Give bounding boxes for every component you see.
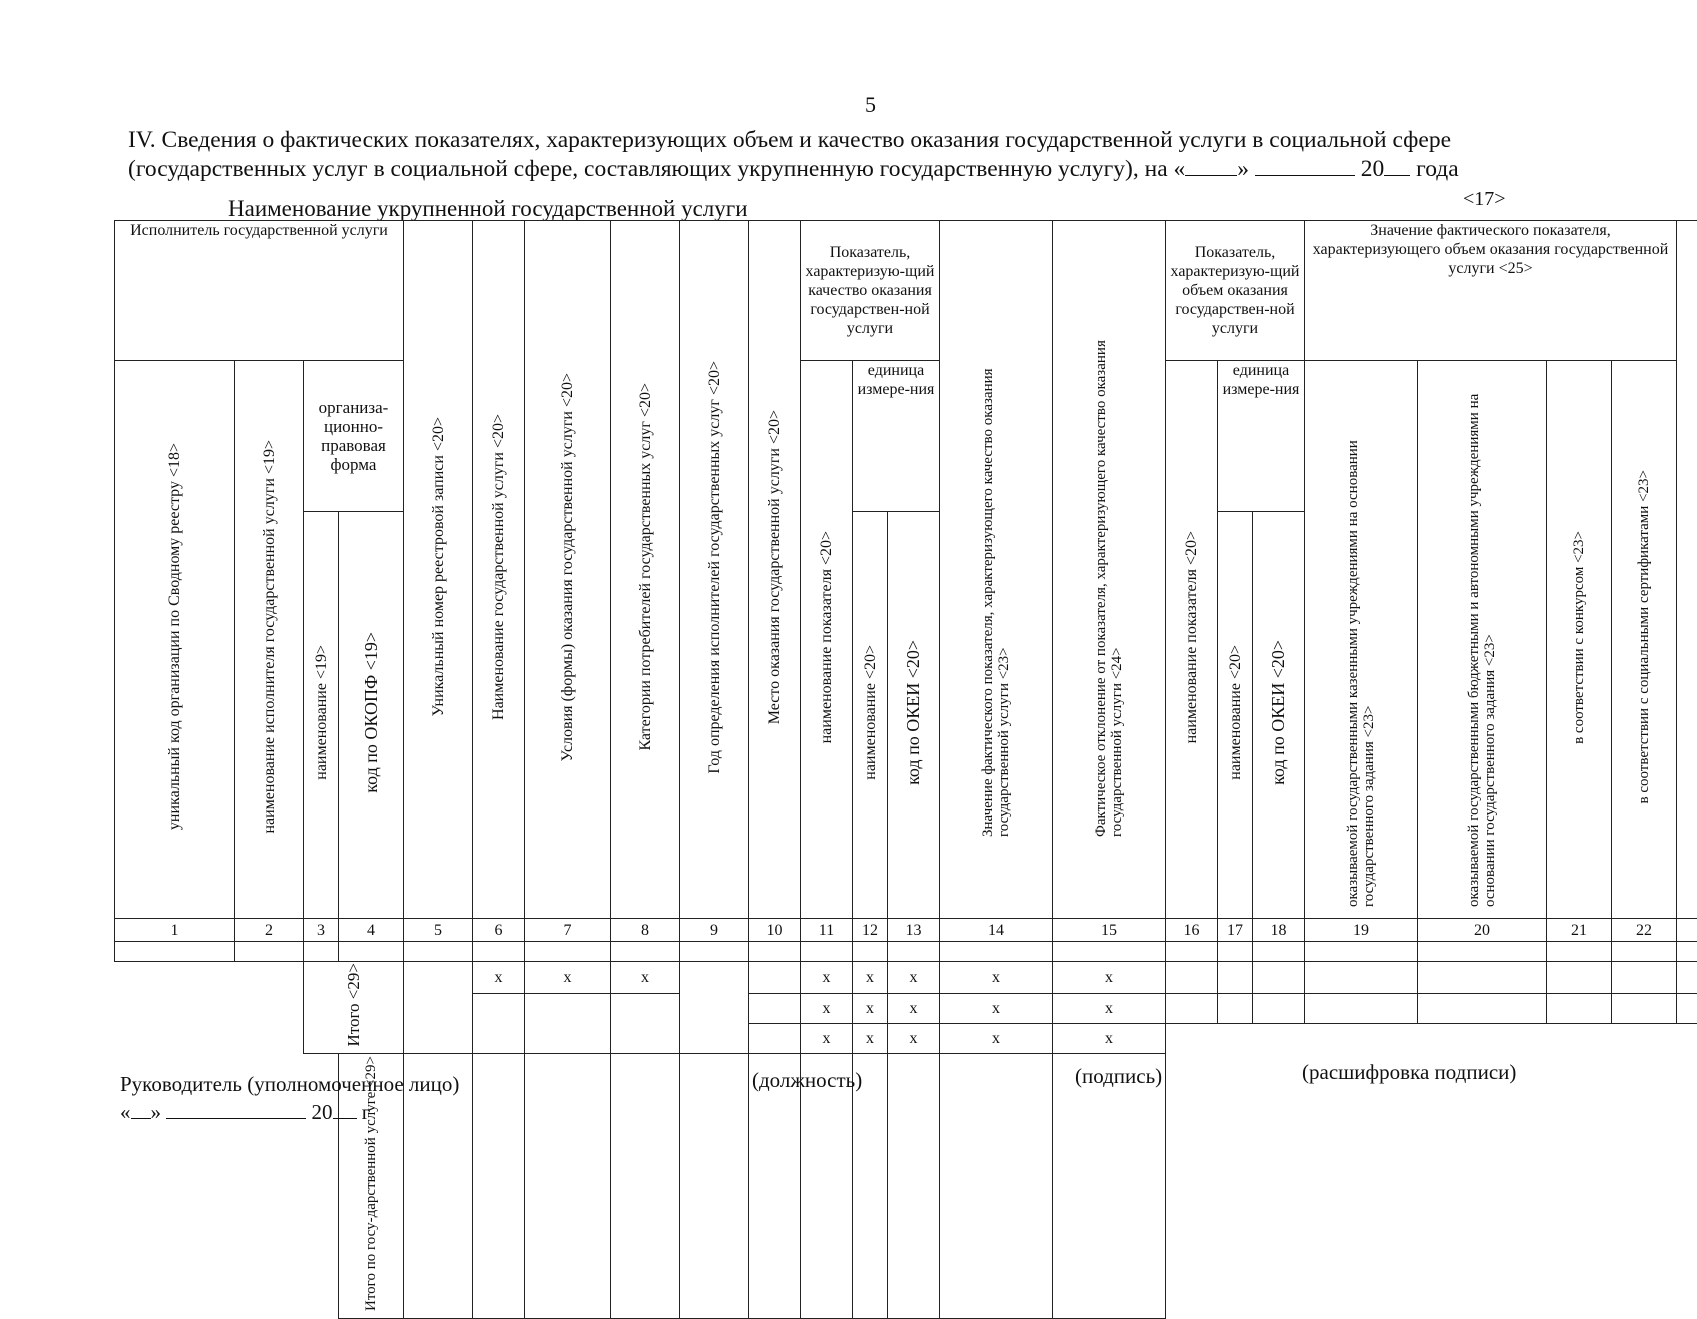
x-mark: x (1053, 1024, 1166, 1054)
quality-header: Показатель, характеризую-щий качество оказания государствен-ной услуги (801, 221, 940, 361)
year-blank (1384, 157, 1410, 176)
signature-sign-label: (подпись) (1075, 1064, 1162, 1089)
x-mark: x (888, 1024, 940, 1054)
col-number: 18 (1253, 919, 1305, 942)
x-mark: x (853, 994, 888, 1024)
section-heading (128, 126, 1648, 184)
x-mark: x (940, 1024, 1053, 1054)
col-1-label: уникальный код организации по Сводному реестру <18> (166, 437, 183, 836)
col-3-label: наименование <19> (313, 639, 330, 786)
col-14-label: Значение фактического показателя, характеризующего качество оказания государственной услуги <23> (980, 291, 1012, 843)
x-mark: x (801, 994, 853, 1024)
x-mark: x (853, 1024, 888, 1054)
day-blank (1185, 157, 1237, 176)
col-17-header (1218, 511, 1253, 918)
enlarged-service-label: Наименование укрупненной государственной услуги (228, 196, 748, 222)
col-number: 2 (235, 919, 304, 942)
date-year-suffix: г (362, 1100, 371, 1124)
date-year-blank (333, 1102, 357, 1119)
col-9-header (680, 221, 749, 919)
col-15-header (1053, 221, 1166, 919)
itogo-service-label: Итого по госу-дарственной услуге <29> (363, 1054, 379, 1313)
x-mark: x (611, 962, 680, 994)
fact-volume-header: Значение фактического показателя, характеризующего объем оказания государственной услуги <25> (1305, 221, 1677, 361)
col-11-label: наименование показателя <20> (818, 525, 835, 749)
signature-head-label: Руководитель (уполномоченное лицо) (120, 1072, 459, 1097)
col-5-header (404, 221, 473, 919)
col-10-label: Место оказания государственной услуги <20> (766, 404, 783, 730)
col-4-label: код по ОКОПФ <19> (363, 626, 380, 799)
col-2-header (235, 361, 304, 919)
page-number: 5 (865, 92, 876, 118)
indicators-table (114, 220, 1697, 1319)
col-13-header (888, 511, 940, 918)
col-12-label: наименование <20> (862, 639, 879, 786)
column-numbers-row (115, 919, 1697, 942)
heading-line-2-text: (государственных услуг в социальной сфере, составляющих укрупненную государственную услугу), на « (128, 156, 1185, 182)
col-number: 17 (1218, 919, 1253, 942)
x-mark: x (888, 994, 940, 1024)
col-6-header (473, 221, 525, 919)
date-quote-close: » (151, 1100, 162, 1124)
month-blank (1255, 157, 1355, 176)
col-15-label: Фактическое отклонение от показателя, характеризующего качество оказания государственной услуги <24> (1093, 291, 1125, 843)
itogo-cell (304, 962, 404, 1054)
col-number: 19 (1305, 919, 1418, 942)
col-7-header (525, 221, 611, 919)
col-8-header (611, 221, 680, 919)
signature-decode-label: (расшифровка подписи) (1302, 1060, 1516, 1085)
itogo-row (115, 962, 1697, 994)
heading-line-1: IV. Сведения о фактических показателях, характеризующих объем и качество оказания государственной услуги в социальной сфере (128, 126, 1648, 155)
heading-line-2 (128, 155, 1648, 184)
col-7-label: Условия (формы) оказания государственной услуги <20> (559, 367, 576, 767)
col-12-header (853, 511, 888, 918)
x-mark: x (888, 962, 940, 994)
opf-header: организа-ционно-правовая форма (304, 361, 404, 512)
executor-header: Исполнитель государственной услуги (115, 221, 404, 361)
x-mark: x (940, 962, 1053, 994)
signature-position-label: (должность) (752, 1068, 862, 1093)
col-17-label: наименование <20> (1227, 639, 1244, 786)
col-20-label: оказываемой государственными бюджетными и автономными учреждениями на основании государственного задания <23> (1466, 361, 1498, 913)
col-number: 6 (473, 919, 525, 942)
col-10-header (749, 221, 801, 919)
col-number: 20 (1418, 919, 1547, 942)
col-4-header (339, 511, 404, 918)
col-2-label: наименование исполнителя государственной услуги <19> (261, 434, 278, 840)
col-9-label: Год определения исполнителей государственных услуг <20> (706, 355, 723, 780)
col-number: 7 (525, 919, 611, 942)
col-19-header (1305, 361, 1418, 919)
x-mark: x (853, 962, 888, 994)
col-number: 12 (853, 919, 888, 942)
col-21-header (1547, 361, 1612, 919)
col-number: 22 (1612, 919, 1677, 942)
col-18-label: код по ОКЕИ <20> (1270, 634, 1287, 791)
x-mark: x (801, 1024, 853, 1054)
col-5-label: Уникальный номер реестровой записи <20> (430, 411, 447, 722)
date-year-prefix: 20 (312, 1100, 333, 1124)
x-mark: x (940, 994, 1053, 1024)
col-number: 14 (940, 919, 1053, 942)
col-23-header (1677, 221, 1697, 919)
col-14-header (940, 221, 1053, 919)
col-number: 9 (680, 919, 749, 942)
col-number: 21 (1547, 919, 1612, 942)
col-number: 8 (611, 919, 680, 942)
heading-year-prefix: 20 (1361, 156, 1385, 182)
col-number: 3 (304, 919, 339, 942)
col-16-label: наименование показателя <20> (1183, 525, 1200, 749)
col-number: 5 (404, 919, 473, 942)
quality-unit-header: единица измере-ния (853, 361, 940, 512)
col-20-header (1418, 361, 1547, 919)
col-6-label: Наименование государственной услуги <20> (490, 408, 507, 726)
col-16-header (1166, 361, 1218, 919)
itogo-label: Итого <29> (345, 963, 362, 1046)
footnote-ref-17: <17> (1463, 188, 1506, 211)
col-22-header (1612, 361, 1677, 919)
col-number: 11 (801, 919, 853, 942)
col-number: 4 (339, 919, 404, 942)
col-number: 1 (115, 919, 235, 942)
heading-quote-close: » (1237, 156, 1249, 182)
col-13-label: код по ОКЕИ <20> (905, 634, 922, 791)
x-mark: x (1053, 962, 1166, 994)
x-mark: x (473, 962, 525, 994)
date-month-blank (166, 1102, 306, 1119)
col-number: 15 (1053, 919, 1166, 942)
heading-year-word: года (1416, 156, 1459, 182)
x-mark: x (1053, 994, 1166, 1024)
date-day-blank (131, 1102, 151, 1119)
volume-unit-header: единица измере-ния (1218, 361, 1305, 512)
col-21-label: в соответствии с конкурсом <23> (1571, 525, 1587, 750)
col-3-header (304, 511, 339, 918)
date-quote-open: « (120, 1100, 131, 1124)
col-number: 10 (749, 919, 801, 942)
col-number (1677, 919, 1697, 942)
x-mark: x (525, 962, 611, 994)
volume-header: Показатель, характеризую-щий объем оказания государствен-ной услуги (1166, 221, 1305, 361)
col-22-label: в соответствии с социальными сертификатами <23> (1636, 464, 1652, 810)
col-19-label: оказываемой государственными казенными учреждениями на основании государственного задания <23> (1345, 361, 1377, 913)
col-18-header (1253, 511, 1305, 918)
col-1-header (115, 361, 235, 919)
x-mark: x (801, 962, 853, 994)
table-row (115, 942, 1697, 962)
signature-date (120, 1100, 370, 1125)
col-8-label: Категории потребителей государственных услуг <20> (637, 377, 654, 757)
col-number: 13 (888, 919, 940, 942)
col-11-header (801, 361, 853, 919)
col-number: 16 (1166, 919, 1218, 942)
